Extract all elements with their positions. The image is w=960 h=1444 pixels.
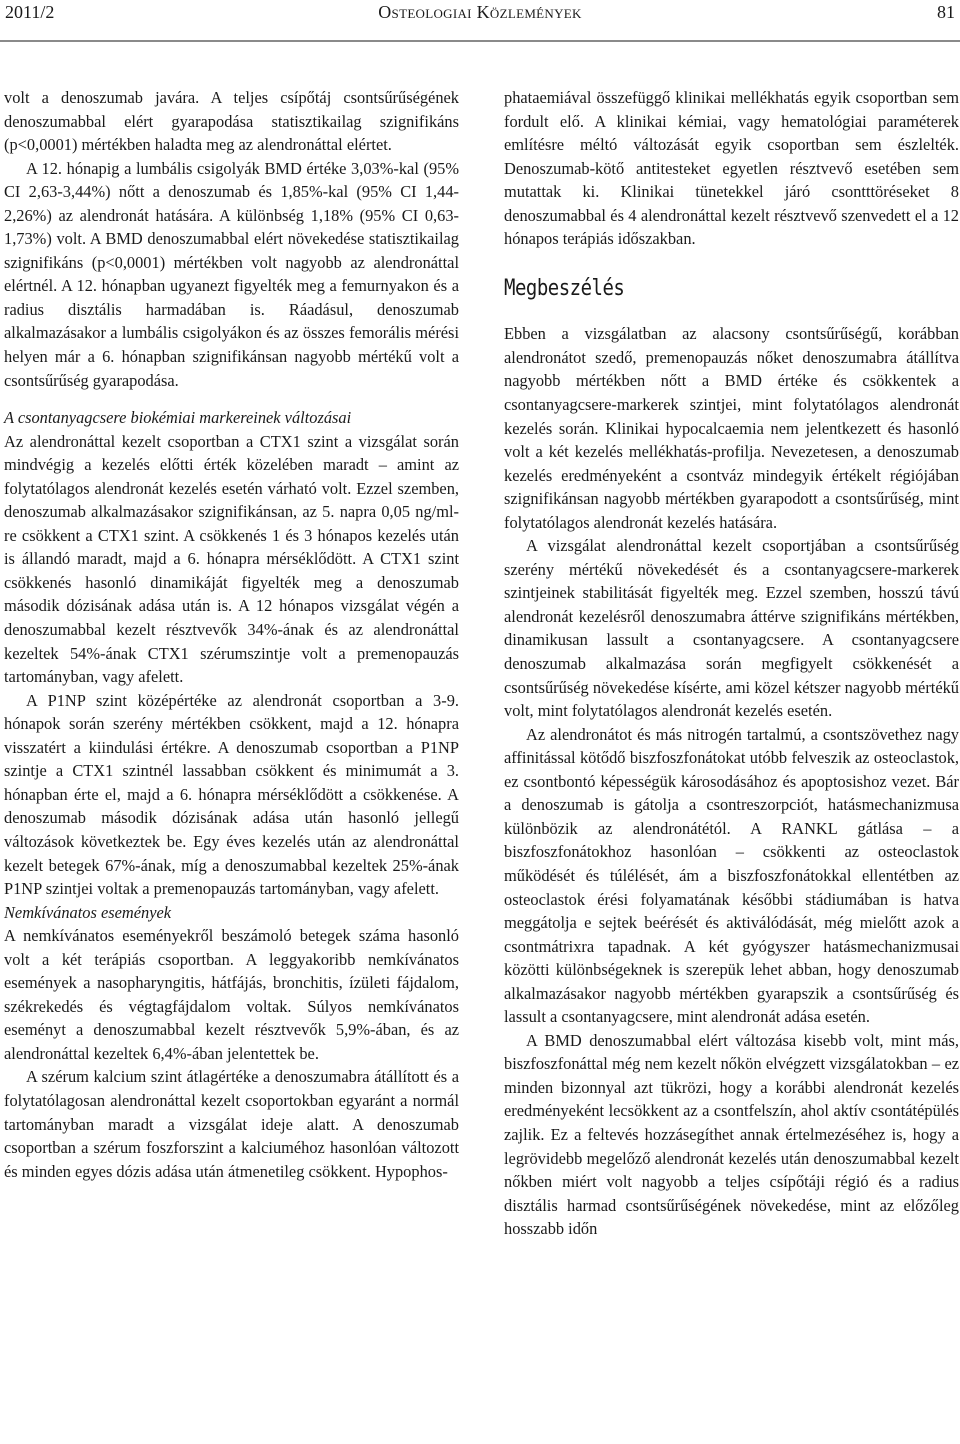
issue-number: 2011/2	[5, 2, 55, 22]
right-column	[504, 86, 959, 1241]
paragraph: A BMD denoszumabbal elért változása kisebb volt, mint más, biszfoszfonáttal még nem kezelt nőkön elvégzett vizsgálatokban – ez minden bizonnyal azt tükrözi, hogy a korábbi alendronát kezelés eredményeként lecsökkent az a csontfelszín, ahol aktív csontátépülés zajlik. Ez a feltevés hozzásegíthet annak értelmezéséhez is, hogy a legrövidebb megelőző alendronát kezelés után denoszumabbal kezelt nőkben miért volt nagyobb a teljes csípőtáji régió és a radius disztális harmad csontsűrűségének növekedése, mint az előzőleg hosszabb időn	[504, 1030, 959, 1239]
paragraph: volt a denoszumab javára. A teljes csípőtáj csontsűrűségének denoszumabbal elért gyarapodása statisztikailag szignifikáns (p<0,0001) mértékben haladta meg az alendronáttal elértet.	[4, 88, 459, 155]
paragraph: A nemkívánatos eseményekről beszámoló betegek száma hasonló volt a két terápiás csoportban. A leggyakoribb nemkívánatos események a nasopharyngitis, hátfájás, bronchitis, ízületi fájdalom, székrekedés és végtagfájdalom voltak. Súlyos nemkívánatos eseményt a denoszumabbal kezelt résztvevők 5,9%-ában, és az alendronáttal kezeltek 6,4%-ában jelentettek be.	[4, 926, 459, 1063]
paragraph: phataemiával összefüggő klinikai mellékhatás egyik csoportban sem fordult elő. A klinikai kémiai, vagy hematológiai paraméterek említésre méltó változását egyik csoportban sem észlelték. Denoszumab-kötő antitesteket egyetlen résztvevő esetében sem mutattak ki. Klinikai tünetekkel járó csontttöréseket 8 denoszumabbal és 4 alendronáttal kezelt résztvevő szenvedett el a 12 hónapos terápiás időszakban.	[504, 88, 959, 249]
subsection-heading: A csontanyagcsere biokémiai markereinek változásai	[4, 408, 352, 428]
section-heading: Megbeszélés	[504, 274, 625, 301]
paragraph: Ebben a vizsgálatban az alacsony csontsűrűségű, korábban alendronátot szedő, premenopauzás nőket denoszumabra átállítva nagyobb mértékben nőtt a BMD értéke és csökkentek a csontanyagcsere-markerek szintjei, mint folytatólagos alendronát kezelés során. Klinikai hypocalcaemia nem jelentkezett és hasonló volt a két kezelés mellékhatás-profilja. Nevezetesen, a denoszumab kezelés eredményeként a csontváz mindegyik értékelt régiójában szignifikánsan nagyobb mértékben gyarapodott a csontsűrűség, mint folytatólagos alendronát kezelés hatására.	[504, 324, 959, 532]
paragraph: A 12. hónapig a lumbális csigolyák BMD értéke 3,03%-kal (95% CI 2,63-3,44%) nőtt a denoszumab és 1,85%-kal (95% CI 1,44-2,26%) az alendronát hatására. A különbség 1,18% (95% CI 0,63-1,73%) volt. A BMD denoszumabbal elért növekedése statisztikailag szignifikáns (p<0,0001) mértékben volt nagyobb az alendronáttal elértnél. A 12. hónapban ugyanezt figyelték meg a femurnyakon és a radius disztális harmadában is. Ráadásul, denoszumab alkalmazásakor a lumbális csigolyákon és az összes femorális mérési helyen már a 6. hónapban szignifikánsan nagyobb mértékű volt a csontsűrűség gyarapodása.	[4, 158, 459, 390]
paragraph: Az alendronáttal kezelt csoportban a CTX1 szint a vizsgálat során mindvégig a kezelés előtti érték közelében maradt – amint az folytatólagos alendronát kezelés esetén várható volt. Ezzel szemben, denoszumab alkalmazásakor szignifikánsan, az 5. napra 0,05 ng/ml-re csökkent a CTX1 szint. A csökkenés 1 és 3 hónapos kezelés után is állandó maradt, majd a 6. hónapra mérséklődött. A CTX1 szint csökkenés hasonló dinamikáját figyelték meg a denoszumab második dózisának adása után is. A 12 hónapos vizsgálat végén a denoszumabbal kezelt résztvevők 34%-ának és az alendronáttal kezeltek 54%-ának CTX1 szérumszintje volt a premenopauzás tartományban, vagy afelett.	[4, 431, 459, 687]
paragraph: A vizsgálat alendronáttal kezelt csoportjában a csontsűrűség szerény mértékű növekedését és a csontanyagcsere-markerek szintjeinek stabilitását figyelték meg. Ezzel szemben, hosszú távú alendronát kezelésről denoszumabra áttérve szignifikáns mértékben, dinamikusan lassult a csontanyagcsere. A csontanyagcsere denoszumab alkalmazása során megfigyelt csökkenését a csontsűrűség növekedése kísérte, ami közel kétszer nagyobb mértékű volt, mint folytatólagos alendronát kezelés esetén.	[504, 536, 959, 721]
page-number: 81	[937, 2, 955, 22]
journal-title: Osteologiai Közlemények	[378, 2, 582, 22]
paragraph: A szérum kalcium szint átlagértéke a denoszumabra átállított és a folytatólagosan alendronáttal kezelt csoportokban egyaránt a normál tartományban maradt a vizsgálat ideje alatt. A denoszumab csoportban a szérum foszforszint a kalciuméhoz hasonlóan változott és minden egyes dózis adása után átmenetileg csökkent. Hypophos-	[4, 1067, 459, 1181]
paragraph: A P1NP szint középértéke az alendronát csoportban a 3-9. hónapok során szerény mértékben csökkent, majd a 12. hónapra visszatért a kiindulási értékre. A denoszumab csoportban a P1NP szintje a CTX1 szintnél lassabban csökkent és minimumát a 3. hónapban érte el, majd a 6. hónapra mérséklődött a csökkenése. A denoszumab második dózisának adása után hasonló jellegű változások következtek be. Egy éves kezelés után az alendronáttal kezelt betegek 67%-ának, míg a denoszumabbal kezeltek 25%-ának P1NP szintjei voltak a premenopauzás tartományban, vagy afelett.	[4, 690, 459, 899]
header-rule	[0, 40, 960, 42]
subsection-heading: Nemkívánatos események	[4, 902, 172, 922]
paragraph: Az alendronátot és más nitrogén tartalmú, a csontszövethez nagy affinitással kötődő biszfoszfonátokat utóbb felveszik az osteoclastok, ez csontbontó képességük károsodásához és apoptosishoz vezet. Bár a denoszumab is gátolja a csontreszorpciót, hatásmechanizmusa különbözik az alendronátétól. A RANKL gátlása – a biszfoszfonátokhoz hasonlóan – csökkenti az osteoclastok működését és túlélését, ám a biszfoszfonátokkal ellentétben az osteoclastok érési folyamatának későbbi stádiumában is hatva meggátolja e sejtek beérését és aktiválódását, még mielőtt azok a csontmátrixra tapadnak. A két gyógyszer hatásmechanizmusai közötti különbségeknek is szerepük lehet abban, hogy denoszumab alkalmazásakor nagyobb mértékben gyarapszik a csontsűrűség és lassult a csontanyagcsere, mint alendronát adása esetén.	[504, 724, 959, 1027]
left-column	[4, 86, 459, 1183]
